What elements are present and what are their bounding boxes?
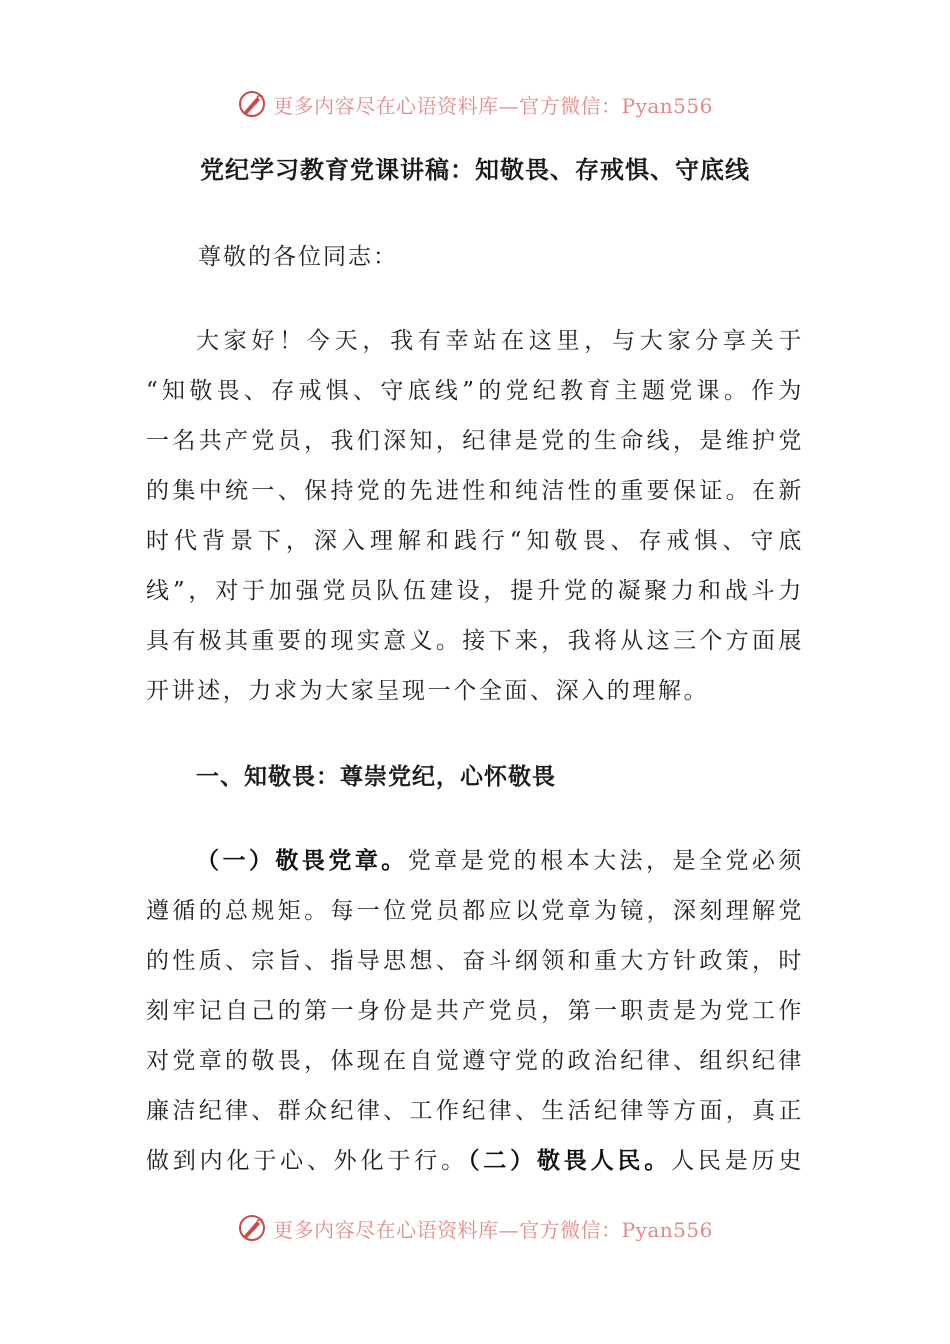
paragraph-line: 刻牢记自己的第一身份是共产党员，第一职责是为党工作 <box>146 998 804 1024</box>
paragraph-line: 对党章的敬畏，体现在自觉遵守党的政治纪律、组织纪律 <box>146 1048 804 1074</box>
feather-pen-seal-icon <box>237 89 267 119</box>
paragraph-line: 线”，对于加强党员队伍建设，提升党的凝聚力和战斗力 <box>146 578 804 604</box>
paragraph-line: “知敬畏、存戒惧、守底线”的党纪教育主题党课。作为 <box>146 378 804 404</box>
paragraph-line: 廉洁纪律、群众纪律、工作纪律、生活纪律等方面，真正 <box>146 1098 804 1124</box>
document-title: 党纪学习教育党课讲稿：知敬畏、存戒惧、守底线 <box>200 155 750 184</box>
paragraph-line: 一名共产党员，我们深知，纪律是党的生命线，是维护党 <box>146 428 804 454</box>
subsection-label: （一）敬畏党章。 <box>196 847 408 874</box>
footer-watermark <box>0 1208 950 1248</box>
paragraph-line <box>146 836 804 886</box>
subsection-label: （二）敬畏人民。 <box>467 1147 672 1174</box>
paragraph-text: 人民是历史 <box>671 1148 805 1174</box>
intro-paragraph <box>146 316 804 716</box>
salutation: 尊敬的各位同志： <box>198 244 398 270</box>
watermark-text: 更多内容尽在心语资料库—官方微信：Pyan556 <box>273 1217 713 1242</box>
paragraph-text: 党章是党的根本大法，是全党必须 <box>407 848 804 874</box>
section-paragraph <box>146 836 804 1186</box>
feather-pen-seal-icon <box>237 1213 267 1243</box>
paragraph-line: 大家好！今天，我有幸站在这里，与大家分享关于 <box>196 328 804 354</box>
paragraph-line: 开讲述，力求为大家呈现一个全面、深入的理解。 <box>146 678 710 704</box>
paragraph-line: 的集中统一、保持党的先进性和纯洁性的重要保证。在新 <box>146 478 804 504</box>
section-heading: 一、知敬畏：尊崇党纪，心怀敬畏 <box>196 763 556 790</box>
paragraph-line: 时代背景下，深入理解和践行“知敬畏、存戒惧、守底 <box>146 528 804 554</box>
header-watermark <box>0 84 950 124</box>
watermark-text: 更多内容尽在心语资料库—官方微信：Pyan556 <box>273 93 713 118</box>
paragraph-line: 的性质、宗旨、指导思想、奋斗纲领和重大方针政策，时 <box>146 948 804 974</box>
paragraph-line: 遵循的总规矩。每一位党员都应以党章为镜，深刻理解党 <box>146 898 804 924</box>
paragraph-text: 做到内化于心、外化于行。 <box>146 1148 468 1174</box>
paragraph-line: 具有极其重要的现实意义。接下来，我将从这三个方面展 <box>146 628 804 654</box>
paragraph-line <box>146 1136 804 1186</box>
